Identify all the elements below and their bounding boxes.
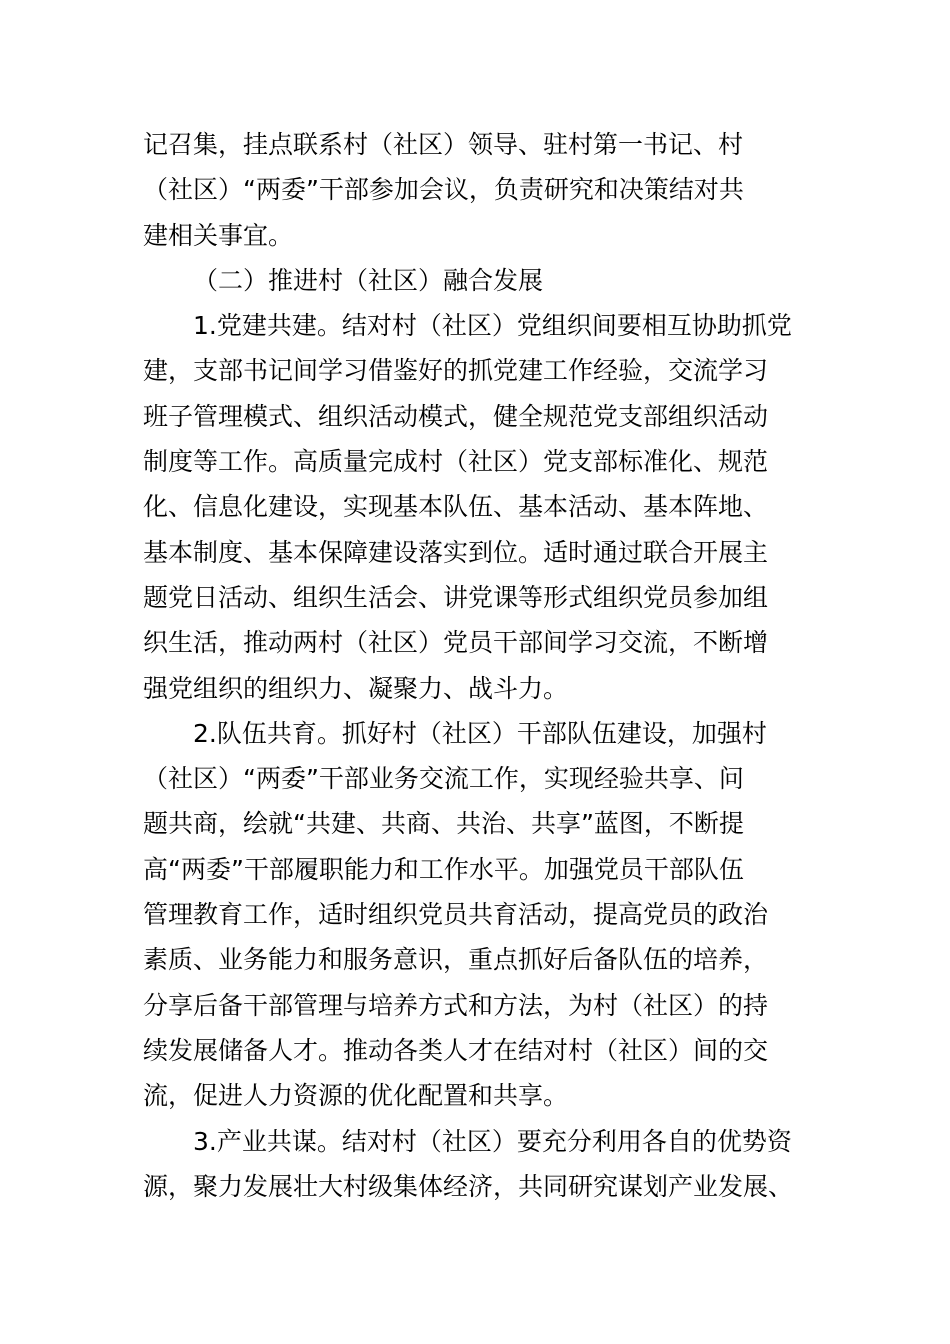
text-line: 3.产业共谋。结对村（社区）要充分利用各自的优势资 — [193, 1126, 792, 1156]
text-line: 化、信息化建设，实现基本队伍、基本活动、基本阵地、 — [143, 492, 769, 522]
text-line: 流，促进人力资源的优化配置和共享。 — [143, 1081, 569, 1111]
document-body — [143, 122, 813, 1209]
text-line: 强党组织的组织力、凝聚力、战斗力。 — [143, 673, 569, 703]
text-line: 管理教育工作，适时组织党员共育活动，提高党员的政治 — [143, 900, 769, 930]
text-line: 班子管理模式、组织活动模式，健全规范党支部组织活动 — [143, 401, 769, 431]
text-line: （二）推进村（社区）融合发展 — [193, 265, 544, 295]
text-line: 建，支部书记间学习借鉴好的抓党建工作经验，交流学习 — [143, 356, 769, 386]
text-line: 素质、业务能力和服务意识，重点抓好后备队伍的培养， — [143, 945, 769, 975]
text-line: 建相关事宜。 — [143, 220, 294, 250]
text-line: （社区）“两委”干部参加会议，负责研究和决策结对共 — [143, 175, 744, 205]
text-line: 织生活，推动两村（社区）党员干部间学习交流，不断增 — [143, 628, 769, 658]
text-line: （社区）“两委”干部业务交流工作，实现经验共享、问 — [143, 764, 744, 794]
text-line: 记召集，挂点联系村（社区）领导、驻村第一书记、村 — [143, 130, 744, 159]
text-line: 续发展储备人才。推动各类人才在结对村（社区）间的交 — [143, 1035, 769, 1065]
text-line: 2.队伍共育。抓好村（社区）干部队伍建设，加强村 — [193, 718, 767, 748]
text-line: 基本制度、基本保障建设落实到位。适时通过联合开展主 — [143, 537, 769, 567]
text-line: 题共商，绘就“共建、共商、共治、共享”蓝图，不断提 — [143, 809, 744, 839]
text-line: 题党日活动、组织生活会、讲党课等形式组织党员参加组 — [143, 582, 769, 612]
text-line: 1.党建共建。结对村（社区）党组织间要相互协助抓党 — [193, 311, 792, 341]
text-line: 源，聚力发展壮大村级集体经济，共同研究谋划产业发展、 — [143, 1171, 794, 1201]
text-line: 制度等工作。高质量完成村（社区）党支部标准化、规范 — [143, 447, 769, 477]
text-line: 高“两委”干部履职能力和工作水平。加强党员干部队伍 — [143, 854, 744, 884]
text-line: 分享后备干部管理与培养方式和方法，为村（社区）的持 — [143, 990, 769, 1020]
